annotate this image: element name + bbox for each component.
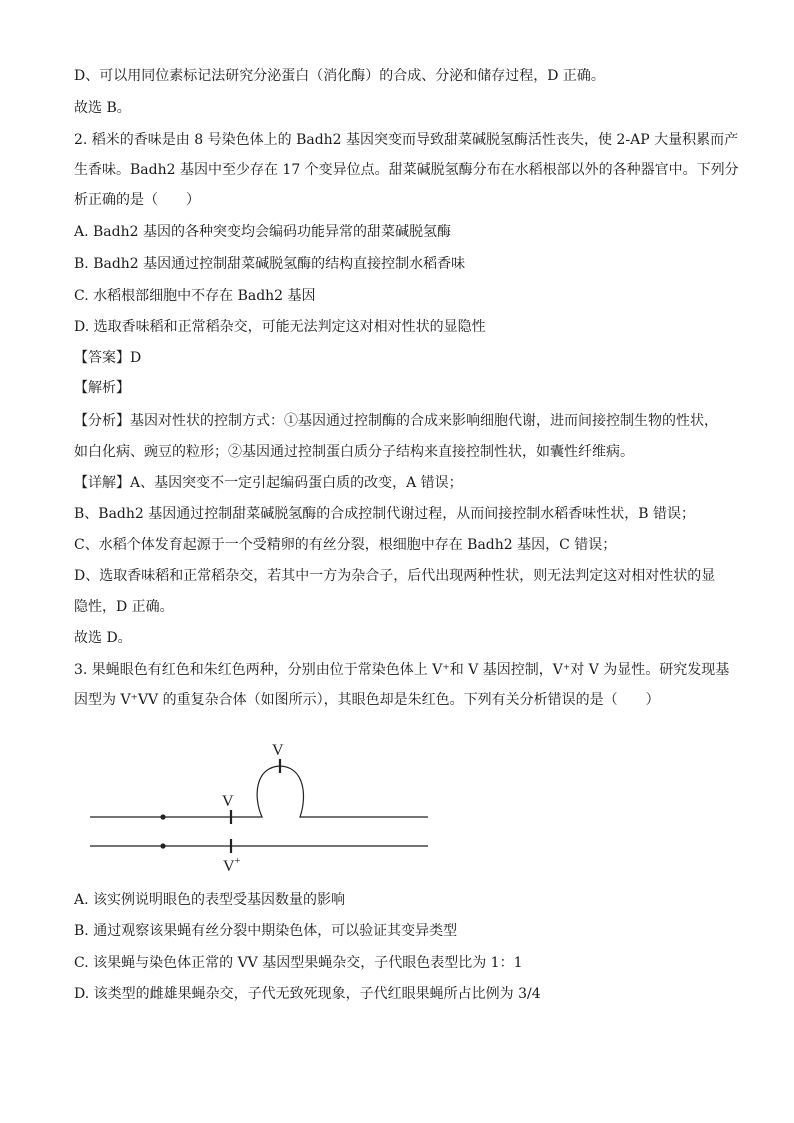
- q2-analysis-heading: 【解析】: [74, 380, 130, 396]
- q2-detail-line-1: 【详解】A、基因突变不一定引起编码蛋白质的改变，A 错误；: [74, 475, 463, 491]
- q2-answer: 【答案】D: [74, 350, 142, 366]
- lower-v-plus-label: V+: [223, 856, 241, 875]
- q3-stem-line-1: 3. 果蝇眼色有红色和朱红色两种，分别由位于常染色体上 V⁺和 V 基因控制，V⁺对 V 为显性。研究发现基: [74, 662, 730, 678]
- q2-option-c: C. 水稻根部细胞中不存在 Badh2 基因: [74, 288, 316, 304]
- loop-v-label: V: [272, 742, 284, 759]
- q3-option-a: A. 该实例说明眼色的表型受基因数量的影响: [74, 892, 346, 908]
- q2-detail-line-3: C、水稻个体发育起源于一个受精卵的有丝分裂，根细胞中存在 Badh2 基因，C 错误；: [74, 537, 617, 553]
- q2-stem-line-2: 生香味。Badh2 基因中至少存在 17 个变异位点。甜菜碱脱氢酶分布在水稻根部以外的各种器官中。下列分: [74, 162, 739, 178]
- q1-option-d-explanation: D、可以用同位素标记法研究分泌蛋白（消化酶）的合成、分泌和储存过程，D 正确。: [74, 68, 605, 84]
- q1-selection: 故选 B。: [74, 100, 131, 116]
- q3-option-b: B. 通过观察该果蝇有丝分裂中期染色体，可以验证其变异类型: [74, 923, 458, 939]
- q2-option-a: A. Badh2 基因的各种突变均会编码功能异常的甜菜碱脱氢酶: [74, 224, 451, 240]
- lower-centromere-dot: [160, 843, 165, 848]
- q2-analysis-line-2: 如白化病、豌豆的粒形；②基因通过控制蛋白质分子结构来直接控制性状，如囊性纤维病。: [74, 444, 634, 460]
- q2-option-b: B. Badh2 基因通过控制甜菜碱脱氢酶的结构直接控制水稻香味: [74, 256, 466, 272]
- q2-analysis-line-1: 【分析】基因对性状的控制方式：①基因通过控制酶的合成来影响细胞代谢，进而间接控制生物的性状，: [74, 413, 718, 429]
- q2-option-d: D. 选取香味稻和正常稻杂交，可能无法判定这对相对性状的显隐性: [74, 319, 486, 335]
- q2-detail-line-5: 隐性，D 正确。: [74, 599, 174, 615]
- q2-detail-line-4: D、选取香味稻和正常稻杂交，若其中一方为杂合子，后代出现两种性状，则无法判定这对相对性状的显: [74, 568, 716, 584]
- upper-centromere-dot: [160, 814, 165, 819]
- upper-v-label: V: [222, 793, 234, 810]
- upper-chromosome-with-loop: [90, 766, 428, 817]
- q2-stem-line-3: 析正确的是（ ）: [74, 192, 200, 208]
- chromosome-duplication-diagram: [74, 735, 444, 880]
- q2-selection: 故选 D。: [74, 630, 132, 646]
- q3-stem-line-2: 因型为 V⁺VV 的重复杂合体（如图所示），其眼色却是朱红色。下列有关分析错误的是（ ）: [74, 692, 660, 708]
- q2-detail-line-2: B、Badh2 基因通过控制甜菜碱脱氢酶的合成控制代谢过程，从而间接控制水稻香味性状，B 错误；: [74, 506, 695, 522]
- q3-option-d: D. 该类型的雌雄果蝇杂交，子代无致死现象，子代红眼果蝇所占比例为 3/4: [74, 986, 541, 1002]
- q2-stem-line-1: 2. 稻米的香味是由 8 号染色体上的 Badh2 基因突变而导致甜菜碱脱氢酶活性丧失，使 2-AP 大量积累而产: [74, 132, 739, 148]
- q3-option-c: C. 该果蝇与染色体正常的 VV 基因型果蝇杂交，子代眼色表型比为 1：1: [74, 955, 523, 971]
